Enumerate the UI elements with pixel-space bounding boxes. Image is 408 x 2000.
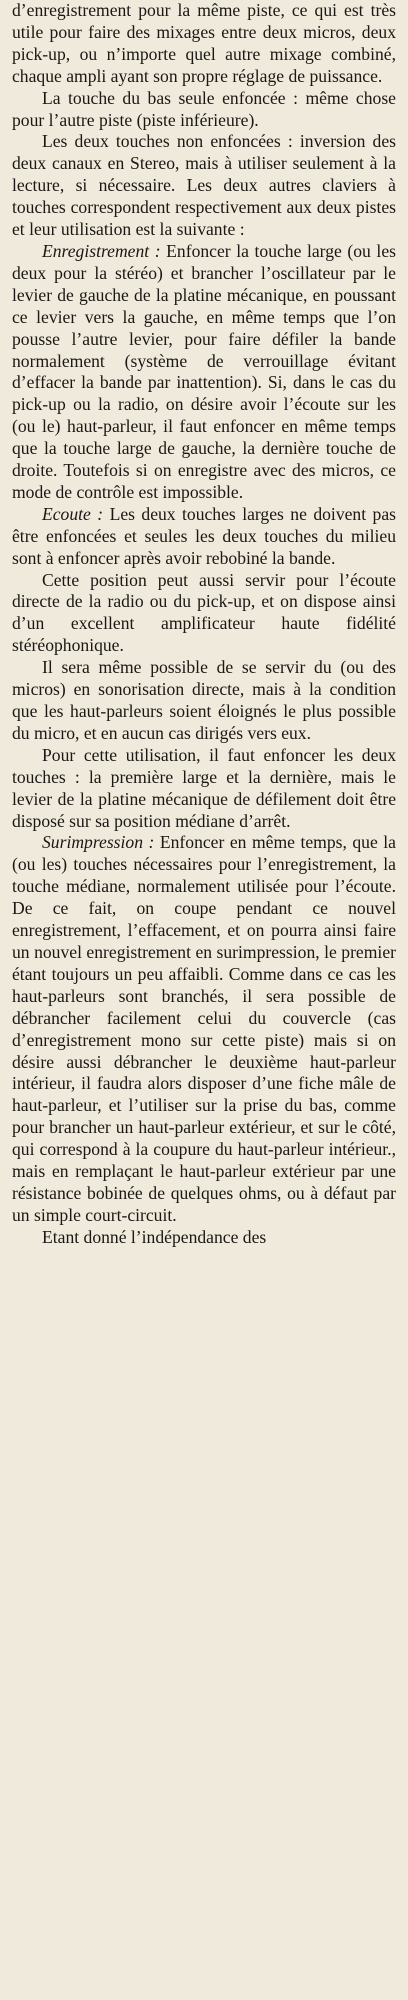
paragraph-enregistrement (12, 241, 396, 504)
paragraph-2 (12, 88, 396, 132)
paragraph-10 (12, 1227, 396, 1249)
paragraph-surimpression-text: Enfoncer en même temps, que la (ou les) touches nécessaires pour l’enregistrement, la touche médiane, normalement utilisée pour l’écoute. De ce fait, on coupe pendant ce nouvel enregistrement, l’effacement, et on pourra ainsi faire un nouvel enregistrement en surimpression, le premier étant toujours un peu affaibli. Comme dans ce cas les haut-parleurs sont branchés, il sera possible de débrancher facilement celui du couvercle (cas d’enregistrement mono sur cette piste) mais si on désire aussi débrancher le deuxième haut-parleur intérieur, il faudra alors disposer d’une fiche mâle de haut-parleur, et l’utiliser sur la prise du bas, comme pour brancher un haut-parleur extérieur, et sur le côté, qui correspond à la coupure du haut-parleur intérieur., mais en remplaçant le haut-parleur extérieur par une résistance bobinée de quelques ohms, ou à défaut par un simple court-circuit. (12, 832, 396, 1225)
paragraph-ecoute-text: Les deux touches larges ne doivent pas être enfoncées et seules les deux touches du milieu sont à enfoncer après avoir rebobiné la bande. (12, 503, 396, 568)
paragraph-ecoute-lead: Ecoute : (42, 503, 104, 524)
paragraph-enregistrement-text: Enfoncer la touche large (ou les deux pour la stéréo) et brancher l’oscillateur par le levier de gauche de la platine mécanique, en poussant ce levier vers la gauche, en même temps que l’on pousse l’autre levier, pour faire défiler la bande normalement (système de verrouillage évitant d’effacer la bande par inattention). Si, dans le cas du pick-up ou la radio, on désire avoir l’écoute sur les (ou le) haut-parleur, il faut enfoncer en même temps que la touche large de gauche, la dernière touche de droite. Toutefois si on enregistre avec des micros, ce mode de contrôle est impossible. (12, 240, 396, 502)
paragraph-8-text: Pour cette utilisation, il faut enfoncer les deux touches : la première large et la dernière, mais le levier de la platine mécanique de défilement doit être disposé sur sa position médiane d’arrêt. (12, 744, 396, 831)
paragraph-10-text: Etant donné l’indépendance des (42, 1226, 267, 1247)
paragraph-6-text: Cette position peut aussi servir pour l’écoute directe de la radio ou du pick-up, et on dispose ainsi d’un excellent amplificateur haute fidélité stéréophonique. (12, 569, 396, 656)
paragraph-3-text: Les deux touches non enfoncées : inversion des deux canaux en Stereo, mais à utiliser seulement à la lecture, si nécessaire. Les deux autres claviers à touches correspondent respectivement aux deux pistes et leur utilisation est la suivante : (12, 131, 396, 240)
paragraph-surimpression-lead: Surimpression : (42, 832, 155, 853)
paragraph-1 (12, 0, 396, 88)
paragraph-1-text: d’enregistrement pour la même piste, ce qui est très utile pour faire des mixages entre deux micros, deux pick-up, ou n’importe quel autre mixage combiné, chaque ampli ayant son propre réglage de puissance. (12, 0, 396, 86)
paragraph-ecoute (12, 504, 396, 570)
paragraph-7 (12, 657, 396, 745)
paragraph-surimpression (12, 832, 396, 1226)
paragraph-enregistrement-lead: Enregistrement : (42, 240, 161, 261)
paragraph-2-text: La touche du bas seule enfoncée : même chose pour l’autre piste (piste inférieure). (12, 87, 396, 130)
paragraph-8 (12, 745, 396, 833)
paragraph-3 (12, 131, 396, 241)
paragraph-6 (12, 570, 396, 658)
paragraph-7-text: Il sera même possible de se servir du (ou des micros) en sonorisation directe, mais à la condition que les haut-parleurs soient éloignés le plus possible du micro, et en aucun cas dirigés vers eux. (12, 657, 396, 743)
